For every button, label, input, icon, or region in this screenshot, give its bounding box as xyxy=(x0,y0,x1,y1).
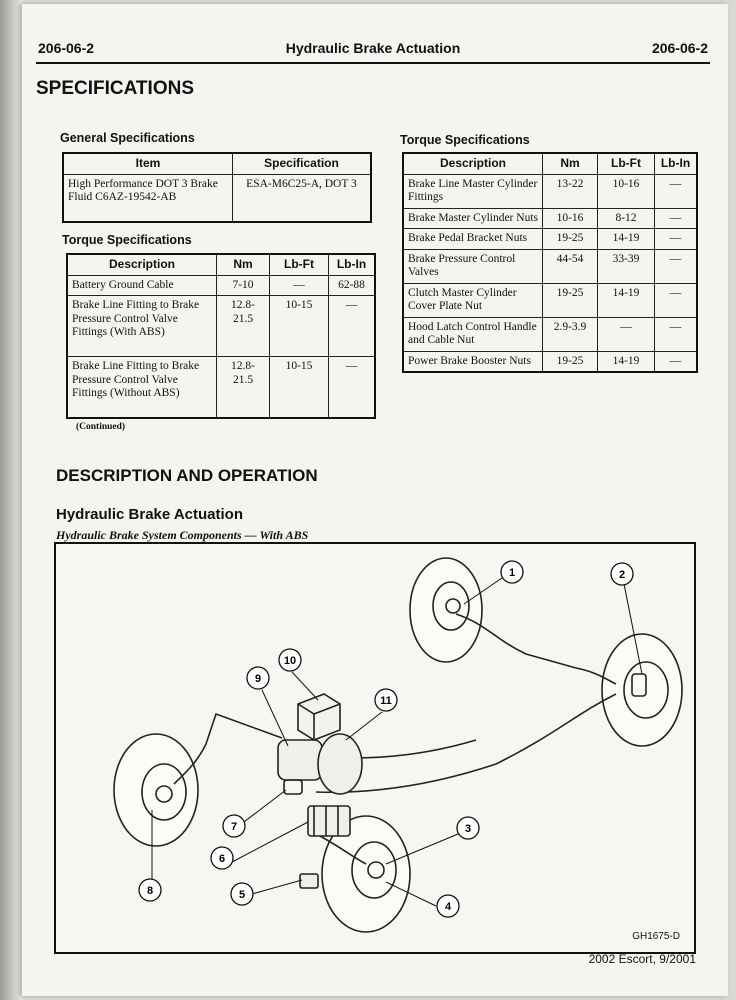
table-row xyxy=(403,283,697,317)
abs-sensor xyxy=(300,874,318,888)
description-cell: Brake Line Master Cylinder Fittings xyxy=(403,174,543,208)
nm-cell: 19-25 xyxy=(543,351,598,372)
callout-1 xyxy=(501,561,523,583)
lbin-cell: — xyxy=(655,174,698,208)
nm-cell: 12.8-21.5 xyxy=(217,296,270,357)
column-header: Item xyxy=(63,153,233,174)
callout-6 xyxy=(211,847,233,869)
table-row xyxy=(67,296,375,357)
nm-cell: 44-54 xyxy=(543,249,598,283)
figure-caption: Hydraulic Brake System Components — With ABS xyxy=(56,528,309,542)
nm-cell: 10-16 xyxy=(543,208,598,229)
page-footer: 2002 Escort, 9/2001 xyxy=(588,952,696,966)
svg-text:8: 8 xyxy=(146,885,154,897)
general-specs-title: General Specifications xyxy=(60,131,195,145)
column-header: Lb-In xyxy=(329,254,376,275)
svg-text:9: 9 xyxy=(254,673,262,685)
svg-text:2: 2 xyxy=(618,569,626,581)
binding-edge xyxy=(0,0,22,1000)
table-header-row xyxy=(403,153,697,174)
column-header: Specification xyxy=(233,153,372,174)
svg-text:3: 3 xyxy=(464,823,472,835)
torque-specs-table-left xyxy=(66,253,376,419)
description-heading: DESCRIPTION AND OPERATION xyxy=(56,466,318,485)
table-row xyxy=(403,249,697,283)
lbin-cell: — xyxy=(655,317,698,351)
lbft-cell: 33-39 xyxy=(598,249,655,283)
brake-line-front-left xyxy=(456,614,616,684)
torque-specs-table-right xyxy=(402,152,698,373)
description-cell: Power Brake Booster Nuts xyxy=(403,351,543,372)
description-cell: Brake Master Cylinder Nuts xyxy=(403,208,543,229)
page-header xyxy=(38,40,708,60)
lbft-cell: 10-15 xyxy=(270,296,329,357)
description-cell: Brake Line Fitting to Brake Pressure Control Valve Fittings (Without ABS) xyxy=(67,357,217,419)
callout-9 xyxy=(247,667,269,689)
description-cell: Hood Latch Control Handle and Cable Nut xyxy=(403,317,543,351)
item-cell: High Performance DOT 3 Brake Fluid C6AZ-19542-AB xyxy=(63,174,233,222)
wheel-front-right xyxy=(602,634,682,746)
master-cylinder-booster xyxy=(278,734,362,794)
nm-cell: 7-10 xyxy=(217,275,270,296)
column-header: Description xyxy=(67,254,217,275)
section-number-right: 206-06-2 xyxy=(651,40,708,56)
lbft-cell: — xyxy=(598,317,655,351)
lbin-cell: — xyxy=(329,357,376,419)
lbin-cell: — xyxy=(655,249,698,283)
continued-note: (Continued) xyxy=(76,422,126,432)
nm-cell: 13-22 xyxy=(543,174,598,208)
abs-hydraulic-unit xyxy=(308,806,350,836)
lbft-cell: 8-12 xyxy=(598,208,655,229)
column-header: Nm xyxy=(543,153,598,174)
column-header: Nm xyxy=(217,254,270,275)
general-specs-table xyxy=(62,152,372,223)
callout-3 xyxy=(457,817,479,839)
lbft-cell: 10-16 xyxy=(598,174,655,208)
column-header: Lb-In xyxy=(655,153,698,174)
page-title: Hydraulic Brake Actuation xyxy=(285,40,461,56)
brake-system-figure xyxy=(54,542,696,954)
specifications-heading: SPECIFICATIONS xyxy=(36,78,194,99)
table-row xyxy=(403,208,697,229)
lbin-cell: — xyxy=(655,283,698,317)
callout-11 xyxy=(375,689,397,711)
torque-specs-title-right: Torque Specifications xyxy=(400,133,530,147)
torque-specs-title-left: Torque Specifications xyxy=(62,233,192,247)
nm-cell: 19-25 xyxy=(543,283,598,317)
svg-text:10: 10 xyxy=(283,655,297,667)
table-row xyxy=(403,174,697,208)
brake-system-illustration xyxy=(56,544,694,952)
reservoir xyxy=(298,694,340,740)
lbin-cell: 62-88 xyxy=(329,275,376,296)
callout-5 xyxy=(231,883,253,905)
description-cell: Clutch Master Cylinder Cover Plate Nut xyxy=(403,283,543,317)
callout-4 xyxy=(437,895,459,917)
table-header-row xyxy=(67,254,375,275)
description-cell: Brake Pressure Control Valves xyxy=(403,249,543,283)
column-header: Lb-Ft xyxy=(270,254,329,275)
table-row xyxy=(63,174,371,222)
lbin-cell: — xyxy=(655,208,698,229)
table-row xyxy=(403,317,697,351)
callout-2 xyxy=(611,563,633,585)
svg-text:5: 5 xyxy=(238,889,246,901)
wheel-rear-left xyxy=(114,734,198,846)
table-row xyxy=(67,357,375,419)
lbft-cell: 14-19 xyxy=(598,229,655,250)
table-row xyxy=(403,351,697,372)
lbft-cell: 14-19 xyxy=(598,351,655,372)
svg-text:7: 7 xyxy=(230,821,238,833)
table-header-row xyxy=(63,153,371,174)
lbft-cell: — xyxy=(270,275,329,296)
table-row xyxy=(403,229,697,250)
callout-8 xyxy=(139,879,161,901)
lbin-cell: — xyxy=(329,296,376,357)
lbin-cell: — xyxy=(655,351,698,372)
description-cell: Brake Pedal Bracket Nuts xyxy=(403,229,543,250)
column-header: Lb-Ft xyxy=(598,153,655,174)
callout-7 xyxy=(223,815,245,837)
spec-cell: ESA-M6C25-A, DOT 3 xyxy=(233,174,372,222)
section-subheading: Hydraulic Brake Actuation xyxy=(56,506,243,523)
figure-id: GH1675-D xyxy=(632,931,680,942)
svg-text:4: 4 xyxy=(444,901,452,913)
svg-text:1: 1 xyxy=(508,567,516,579)
lbin-cell: — xyxy=(655,229,698,250)
description-cell: Brake Line Fitting to Brake Pressure Control Valve Fittings (With ABS) xyxy=(67,296,217,357)
svg-text:11: 11 xyxy=(380,695,392,707)
svg-text:6: 6 xyxy=(218,853,226,865)
header-rule xyxy=(36,62,710,64)
nm-cell: 19-25 xyxy=(543,229,598,250)
section-number-left: 206-06-2 xyxy=(38,40,95,56)
lbft-cell: 10-15 xyxy=(270,357,329,419)
column-header: Description xyxy=(403,153,543,174)
nm-cell: 12.8-21.5 xyxy=(217,357,270,419)
callout-10 xyxy=(279,649,301,671)
nm-cell: 2.9-3.9 xyxy=(543,317,598,351)
table-row xyxy=(67,275,375,296)
wheel-front-left xyxy=(410,558,482,662)
description-cell: Battery Ground Cable xyxy=(67,275,217,296)
lbft-cell: 14-19 xyxy=(598,283,655,317)
